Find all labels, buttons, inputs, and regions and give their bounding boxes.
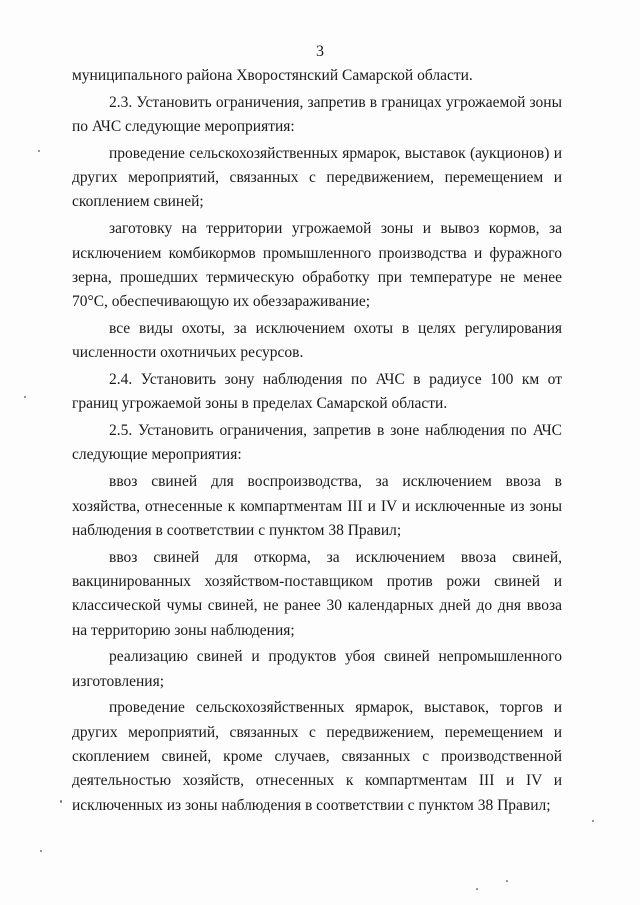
scan-speck xyxy=(476,888,478,890)
paragraph-sale-ban: реализацию свиней и продуктов убоя свиней непромышленного изготовления; xyxy=(72,648,562,690)
scan-speck xyxy=(60,800,62,803)
scan-speck xyxy=(592,820,594,822)
scan-speck xyxy=(40,850,42,852)
paragraph-continuation: муниципального района Хворостянский Самарской области. xyxy=(72,67,473,84)
paragraph-clause-2-3: 2.3. Установить ограничения, запретив в границах угрожаемой зоны по АЧС следующие мероприятия: xyxy=(72,93,562,136)
document-body xyxy=(72,64,562,818)
paragraph-feed-export-ban: заготовку на территории угрожаемой зоны и вывоз кормов, за исключением комбикормов промышленного производства и фуражного зерна, прошедших термическую обработку при температуре не менее 70°С, обеспечивающую их обеззараживание; xyxy=(72,220,562,311)
paragraph-fattening-import-ban: ввоз свиней для откорма, за исключением ввоза свиней, вакцинированных хозяйством-поставщиком против рожи свиней и классической чумы свиней, не ранее 30 календарных дней до дня ввоза на территорию зоны наблюдения; xyxy=(72,548,562,639)
paragraph-clause-2-5: 2.5. Установить ограничения, запретив в зоне наблюдения по АЧС следующие мероприятия: xyxy=(72,422,562,464)
paragraph-fairs-ban: проведение сельскохозяйственных ярмарок, выставок (аукционов) и других мероприятий, связанных с передвижением, перемещением и скоплением свиней; xyxy=(72,144,562,211)
page-number: 3 xyxy=(316,43,324,60)
scan-speck xyxy=(38,150,40,152)
scan-speck xyxy=(506,880,508,882)
paragraph-hunting-ban: все виды охоты, за исключением охоты в целях регулирования численности охотничьих ресурсов. xyxy=(72,319,562,362)
paragraph-breeding-import-ban: ввоз свиней для воспроизводства, за исключением ввоза в хозяйства, отнесенные к компартментам III и IV и исключенные из зоны наблюдения в соответствии с пунктом 38 Правил; xyxy=(72,473,562,539)
scan-speck xyxy=(24,396,26,398)
paragraph-fairs-trade-ban: проведение сельскохозяйственных ярмарок, выставок, торгов и других мероприятий, связанных с передвижением, перемещением и скоплением свиней, кроме случаев, связанных с производственной деятельностью хозяйств, отнесенных к компартментам III и IV и исключенных из зоны наблюдения в соответствии с пунктом 38 Правил; xyxy=(72,699,562,814)
paragraph-clause-2-4: 2.4. Установить зону наблюдения по АЧС в радиусе 100 км от границ угрожаемой зоны в пределах Самарской области. xyxy=(72,371,562,413)
